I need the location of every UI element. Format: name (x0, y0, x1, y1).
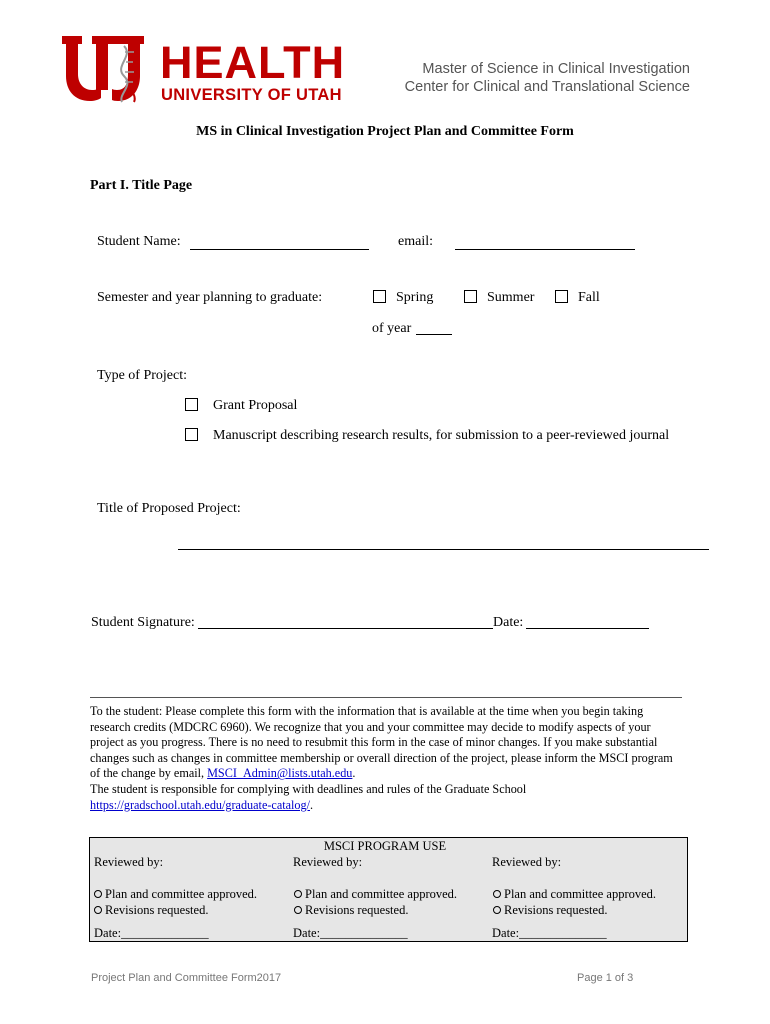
revisions-label: Revisions requested. (305, 902, 409, 917)
manuscript-label: Manuscript describing research results, for submission to a peer-reviewed journal (213, 428, 670, 443)
summer-checkbox[interactable] (464, 290, 477, 303)
reviewed-by-label-3: Reviewed by: (492, 855, 562, 869)
review-date-2[interactable]: Date:______________ (293, 926, 408, 940)
review-options-2 (294, 887, 457, 918)
radio-icon[interactable] (294, 906, 302, 914)
signature-date-field[interactable] (526, 628, 649, 629)
reviewed-by-label-2: Reviewed by: (293, 855, 363, 869)
graduate-catalog-link[interactable]: https://gradschool.utah.edu/graduate-catalog/ (90, 797, 310, 812)
radio-icon[interactable] (294, 890, 302, 898)
review-date-1[interactable]: Date:______________ (94, 926, 209, 940)
msci-program-use-title: MSCI PROGRAM USE (323, 839, 447, 853)
notice-text: To the student: Please complete this form with the information that is available at the time when you begin taking research credits (MDCRC 6960). We recognize that you and your committee may decide to modify aspects of your project as you progress. There is no need to resubmit this form in the case of minor changes. If you make substantial changes such as changes in committee membership or overall direction of the project, please inform the MSCI program of the change by email, (90, 704, 673, 781)
review-options-1 (94, 887, 257, 918)
page-title: MS in Clinical Investigation Project Plan and Committee Form (196, 124, 574, 139)
page-number: Page 1 of 3 (577, 972, 634, 984)
student-notice: To the student: Please complete this form with the information that is available at the time when you begin taking research credits (MDCRC 6960). We recognize that you and your committee may decide to modify aspects of your project as you progress. There is no need to resubmit this form in the case of minor changes. If you make substantial changes such as changes in committee membership or overall direction of the project, please inform the MSCI program of the change by email, MSCI_Admin@lists.utah.edu. The student is responsible for complying with deadlines and rules of the Graduate School https://gradschool.utah.edu/graduate-catalog/. (90, 704, 673, 812)
email-field[interactable] (455, 249, 635, 250)
semester-label: Semester and year planning to graduate: (97, 290, 323, 305)
spring-label: Spring (396, 290, 434, 305)
graduation-year-field[interactable] (416, 334, 452, 335)
university-of-utah-logo-icon (62, 36, 146, 106)
radio-icon[interactable] (493, 906, 501, 914)
manuscript-checkbox[interactable] (185, 428, 198, 441)
spring-checkbox[interactable] (373, 290, 386, 303)
notice-grad-text: The student is responsible for complying with deadlines and rules of the Graduate School (90, 781, 527, 796)
summer-label: Summer (487, 290, 535, 305)
approved-label: Plan and committee approved. (305, 887, 458, 901)
email-label: email: (398, 234, 433, 249)
student-name-label: Student Name: (97, 234, 181, 249)
reviewed-by-label-1: Reviewed by: (94, 855, 164, 869)
approved-label: Plan and committee approved. (105, 887, 258, 901)
logo-health-text: HEALTH (160, 37, 346, 88)
student-name-field[interactable] (190, 249, 369, 250)
project-title-label: Title of Proposed Project: (97, 501, 241, 516)
of-year-label: of year (372, 321, 412, 336)
fall-checkbox[interactable] (555, 290, 568, 303)
revisions-label: Revisions requested. (504, 902, 608, 917)
review-options-3 (493, 887, 656, 918)
signature-date-label: Date: (493, 615, 524, 630)
header-center-name: Center for Clinical and Translational Science (404, 79, 690, 95)
footer-form-name: Project Plan and Committee Form2017 (91, 972, 282, 984)
project-title-field[interactable] (178, 549, 709, 550)
fall-label: Fall (578, 290, 600, 305)
radio-icon[interactable] (94, 906, 102, 914)
grant-proposal-checkbox[interactable] (185, 398, 198, 411)
notice-divider (90, 697, 682, 698)
project-type-label: Type of Project: (97, 368, 187, 383)
header-program-name: Master of Science in Clinical Investigation (422, 61, 690, 77)
logo-university-text: UNIVERSITY OF UTAH (161, 86, 342, 104)
msci-admin-email-link[interactable]: MSCI_Admin@lists.utah.edu (207, 766, 353, 781)
radio-icon[interactable] (94, 890, 102, 898)
revisions-label: Revisions requested. (105, 902, 209, 917)
radio-icon[interactable] (493, 890, 501, 898)
student-signature-label: Student Signature: (91, 615, 195, 630)
grant-proposal-label: Grant Proposal (213, 398, 298, 413)
review-date-3[interactable]: Date:______________ (492, 926, 607, 940)
student-signature-field[interactable] (198, 628, 493, 629)
approved-label: Plan and committee approved. (504, 887, 657, 901)
part-heading: Part I. Title Page (90, 178, 193, 193)
